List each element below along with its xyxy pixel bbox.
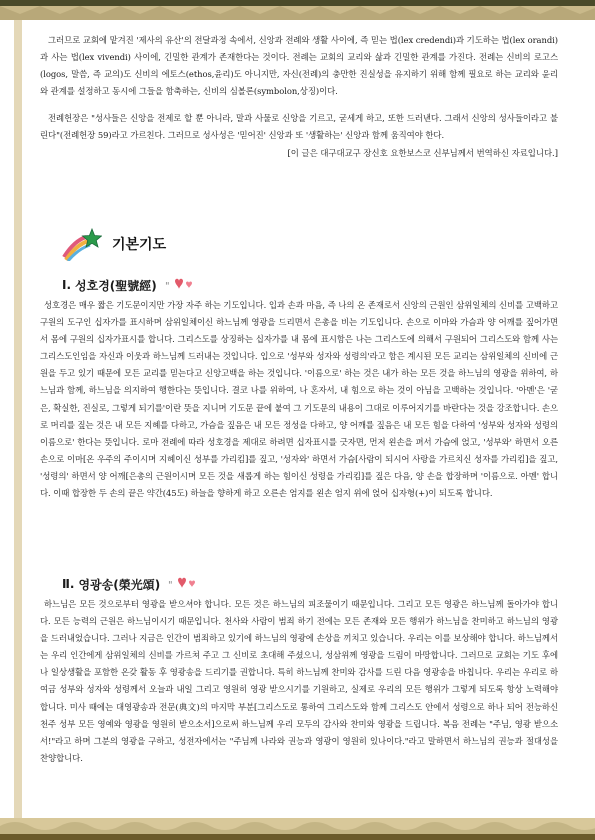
section-1 — [62, 274, 580, 296]
section-1-body: 성호경은 매우 짧은 기도문이지만 가장 자주 하는 기도입니다. 입과 손과 마음, 즉 나의 온 존재로서 신앙의 근원인 삼위일체의 신비를 고백하고 구원의 도구인 십자가를 표시하며 삼위일체이신 하느님께 영광을 드리면서 은총을 비는 기도입니다. 손으로 이마와 가슴과 양 어깨를 짚어가면서 몸에 구원의 십자가표시를 합니다. 그리스도를 상징하는 십자가를 내 몸에 표시함은 나는 그리스도에 의해서 구원되어 그리스도와 함께 사는 그리스도인임을 자신과 이웃과 하느님께 드러내는 것입니다. 입으로 '성부와 성자와 성령의'라고 함은 계시된 모든 교리는 삼위일체의 신비에 근원을 두고 있기 때문에 모든 교리를 믿는다고 신앙고백을 하는 것입니다. '이름으로' 하는 것은 내가 하는 모든 것을 하느님의 영광을 위하여, 하느님과 함께, 하느님을 의지하여 행한다는 뜻입니다. 결코 나를 위하여, 나 혼자서, 내 힘으로 하는 것이 아님을 고백하는 것입니다. '아멘'은 '굳은, 확실한, 진실로, 그렇게 되기를'이란 뜻을 지니며 기도문 끝에 붙여 그 기도문의 내용이 그대로 이루어지기를 바란다는 것을 강조합니다. 손으로 머리를 짚는 것은 내 모든 지혜를 다하고, 가슴을 짚음은 내 모든 정성을 다하고, 양 어깨를 짚음은 내 모든 힘을 다하여 '성부와 성자와 성령의 이름으로' 한다는 뜻입니다. 로마 전례에 따라 성호경을 제대로 하려면 십자표시를 긋자면, 먼저 왼손을 펴서 가슴에 얹고, '성부와' 하면서 오른손으로 이마[온 우주의 주이시며 지혜이신 성부를 가리킴]를 짚고, '성자와' 하면서 가슴[사람이 되시어 사랑을 가르치신 성자를 가리킴]을 짚고, '성령의' 하면서 양 어깨[은총의 근원이시며 모든 것을 새롭게 하는 힘이신 성령을 가리킴]를 짚은 다음, 양 손을 합장하며 '이름으로. 아멘' 합니다. 이때 합장한 두 손의 끝은 약간(45도) 하늘을 향하게 하고 오른손 엄지를 왼손 엄지 위에 얹어 십자형(+)이 되도록 합니다. — [40, 300, 559, 499]
left-decorative-bar — [14, 20, 22, 818]
section-1-number: Ⅰ. — [62, 278, 72, 292]
top-border-pattern — [0, 0, 595, 20]
main-heading — [62, 224, 166, 264]
bottom-border — [0, 818, 595, 840]
shooting-star-icon — [62, 227, 102, 261]
heart-icon — [165, 277, 199, 293]
section-2-body-wrap — [40, 596, 558, 767]
section-2 — [62, 573, 580, 595]
main-heading-title: 기본기도 — [112, 237, 167, 253]
section-2-heading — [62, 573, 580, 595]
section-1-body-wrap — [40, 297, 558, 502]
section-1-title: 성호경(聖號經) — [75, 278, 157, 293]
intro-section — [40, 32, 558, 161]
section-2-title: 영광송(榮光頌) — [78, 577, 161, 592]
intro-paragraph-1: 그러므로 교회에 맡겨진 '제사의 유산'의 전달과정 속에서, 신앙과 전례와 생활 사이에, 즉 믿는 법(lex credendi)과 기도하는 법(lex orandi)과 사는 법(lex vivendi) 사이에, 긴밀한 관계가 존재한다는 것이다. 전례는 교회의 교리와 삶과 긴밀한 관계를 가진다. 전례는 신비의 로고스(logos, 말씀, 즉 교의)도 신비의 에토스(ethos,윤리)도 아니지만, 자신(전례)의 충만한 진실성을 유지하기 위해 함께 필요로 하는 교리와 윤리와 관계를 설정하고 동시에 그들을 함축하는, 신비의 심볼론(symbolon,상징)이다. — [40, 35, 558, 97]
section-2-number: Ⅱ. — [62, 577, 75, 591]
section-2-body: 하느님은 모든 것으로부터 영광을 받으셔야 합니다. 모든 것은 하느님의 피조물이기 때문입니다. 그리고 모든 영광은 하느님께 돌아가야 합니다. 모든 능력의 근원은 하느님이시기 때문입니다. 천사와 사람이 범죄 하기 전에는 모든 존재와 모든 행위가 하느님을 찬미하고 하느님의 영광을 드러내었습니다. 그러나 지금은 인간이 범죄하고 있기에 하느님의 영광에 손상을 끼치고 있습니다. 우리는 이를 보상해야 합니다. 하느님께서는 우리 인간에게 삼위일체의 신비를 가르쳐 주고 그 신비로 초대해 주셨으니, 성삼위께 영광을 드림이 마땅합니다. 그러므로 교회는 기도 후에나 일상생활을 포함한 온갖 활동 후 영광송을 드리기를 권합니다. 특히 하느님께 찬미와 감사를 드린 다음 영광송을 바칩니다. 우리는 우리로 하여금 성부와 성자와 성령께서 오늘과 내일 그리고 영원히 영광 받으시기를 기원하고, 실제로 우리의 모든 행위가 그렇게 되도록 항상 노력해야 합니다. 미사 때에는 대영광송과 전문(典文)의 마지막 부분[그리스도로 통하여 그리스도와 함께 그리스도 안에서 성령으로 하나 되어 전능하신 천주 성부 모든 영예와 영광을 영원히 받으소서]으로써 하느님께 우리 모두의 감사와 찬미와 영광을 드립니다. 복음 전례는 "주님, 영광 받으소서!"라고 하며 그분의 영광을 구하고, 성전자에서는 "주님께 나라와 권능과 영광이 영원히 있나이다."라고 말하면서 하느님의 권능과 절대성을 찬양합니다. — [40, 599, 558, 763]
intro-paragraph-2: 전례헌장은 "성사들은 신앙을 전제로 할 뿐 아니라, 말과 사물로 신앙을 기르고, 굳세게 하고, 또한 드러낸다. 그래서 신앙의 성사들이라고 불린다"(전례헌장 59)라고 가르친다. 그러므로 성사성은 '믿어진' 신앙과 또 '생활하는' 신앙과 함께 움직여야 한다. — [40, 113, 558, 141]
svg-text:": " — [168, 580, 173, 591]
top-border — [0, 0, 595, 20]
section-1-heading — [62, 274, 580, 296]
svg-text:": " — [164, 281, 170, 292]
heart-icon — [168, 576, 202, 592]
source-note: [이 글은 대구대교구 장신호 요한보스코 신부님께서 번역하신 자료입니다.] — [287, 147, 558, 158]
